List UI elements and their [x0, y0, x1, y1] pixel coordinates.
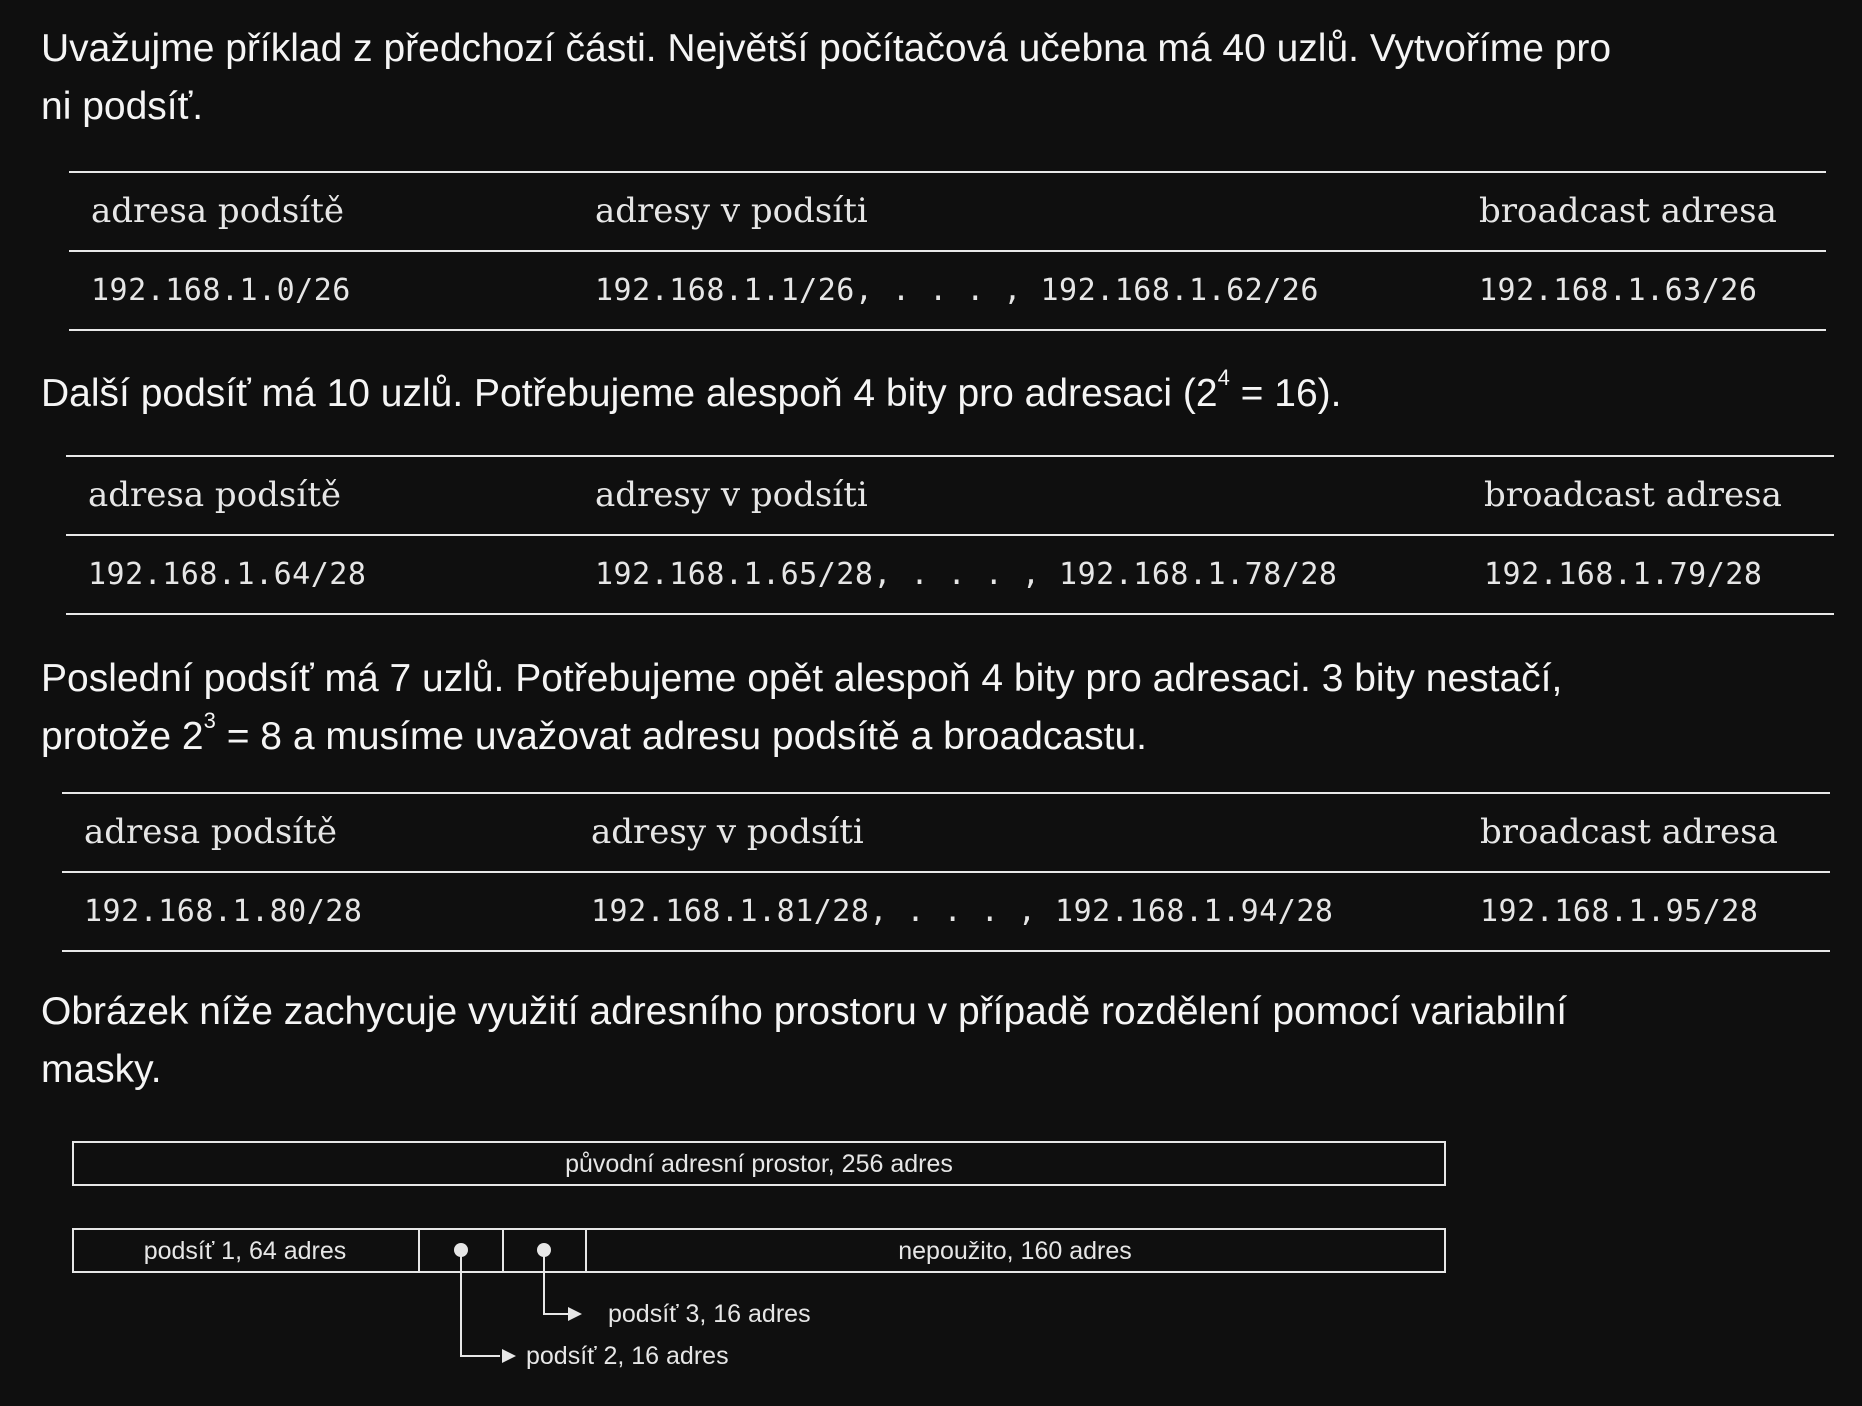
paragraph-line: Uvažujme příklad z předchozí části. Největší počítačová učebna má 40 uzlů. Vytvoříme pro [41, 27, 1612, 70]
subnet-2-connector [461, 1250, 500, 1356]
column-header-subnet-address: adresa podsítě [84, 812, 338, 852]
cell-subnet-address: 192.168.1.0/26 [91, 273, 351, 308]
column-header-addresses: adresy v podsíti [595, 475, 868, 515]
paragraph-line: Poslední podsíť má 7 uzlů. Potřebujeme opět alespoň 4 bity pro adresaci. 3 bity nestačí, [41, 657, 1563, 700]
paragraph-line: masky. [41, 1048, 162, 1091]
original-space-label: původní adresní prostor, 256 adres [565, 1150, 953, 1178]
cell-addresses: 192.168.1.1/26, . . . , 192.168.1.62/26 [595, 273, 1319, 308]
column-header-broadcast: broadcast adresa [1484, 475, 1782, 515]
column-header-subnet-address: adresa podsítě [91, 191, 345, 231]
paragraph-line: Obrázek níže zachycuje využití adresního prostoru v případě rozdělení pomocí variabilní [41, 990, 1568, 1033]
column-header-addresses: adresy v podsíti [591, 812, 864, 852]
column-header-addresses: adresy v podsíti [595, 191, 868, 231]
cell-subnet-address: 192.168.1.80/28 [84, 894, 363, 929]
paragraph-text: protože 2 [41, 715, 204, 758]
subnet-3-connector [544, 1250, 568, 1314]
superscript: 4 [1217, 365, 1230, 390]
cell-addresses: 192.168.1.65/28, . . . , 192.168.1.78/28 [595, 557, 1338, 592]
cell-broadcast: 192.168.1.79/28 [1484, 557, 1763, 592]
column-header-subnet-address: adresa podsítě [88, 475, 342, 515]
paragraph-line: ni podsíť. [41, 85, 204, 128]
column-header-broadcast: broadcast adresa [1480, 812, 1778, 852]
paragraph-text: = 8 a musíme uvažovat adresu podsítě a broadcastu. [215, 715, 1147, 758]
arrow-right-icon [502, 1349, 516, 1363]
cell-addresses: 192.168.1.81/28, . . . , 192.168.1.94/28 [591, 894, 1334, 929]
subnet-3-label: podsíť 3, 16 adres [608, 1300, 811, 1328]
subnet-2-label: podsíť 2, 16 adres [526, 1342, 729, 1370]
subnet-1-label: podsíť 1, 64 adres [143, 1237, 347, 1265]
cell-subnet-address: 192.168.1.64/28 [88, 557, 367, 592]
superscript: 3 [203, 708, 216, 733]
cell-broadcast: 192.168.1.95/28 [1480, 894, 1759, 929]
paragraph-text: Další podsíť má 10 uzlů. Potřebujeme alespoň 4 bity pro adresaci (2 [41, 372, 1218, 415]
cell-broadcast: 192.168.1.63/26 [1479, 273, 1758, 308]
arrow-right-icon [568, 1307, 582, 1321]
unused-space-label: nepoužito, 160 adres [898, 1237, 1132, 1265]
paragraph-text: = 16). [1229, 372, 1342, 415]
column-header-broadcast: broadcast adresa [1479, 191, 1777, 231]
